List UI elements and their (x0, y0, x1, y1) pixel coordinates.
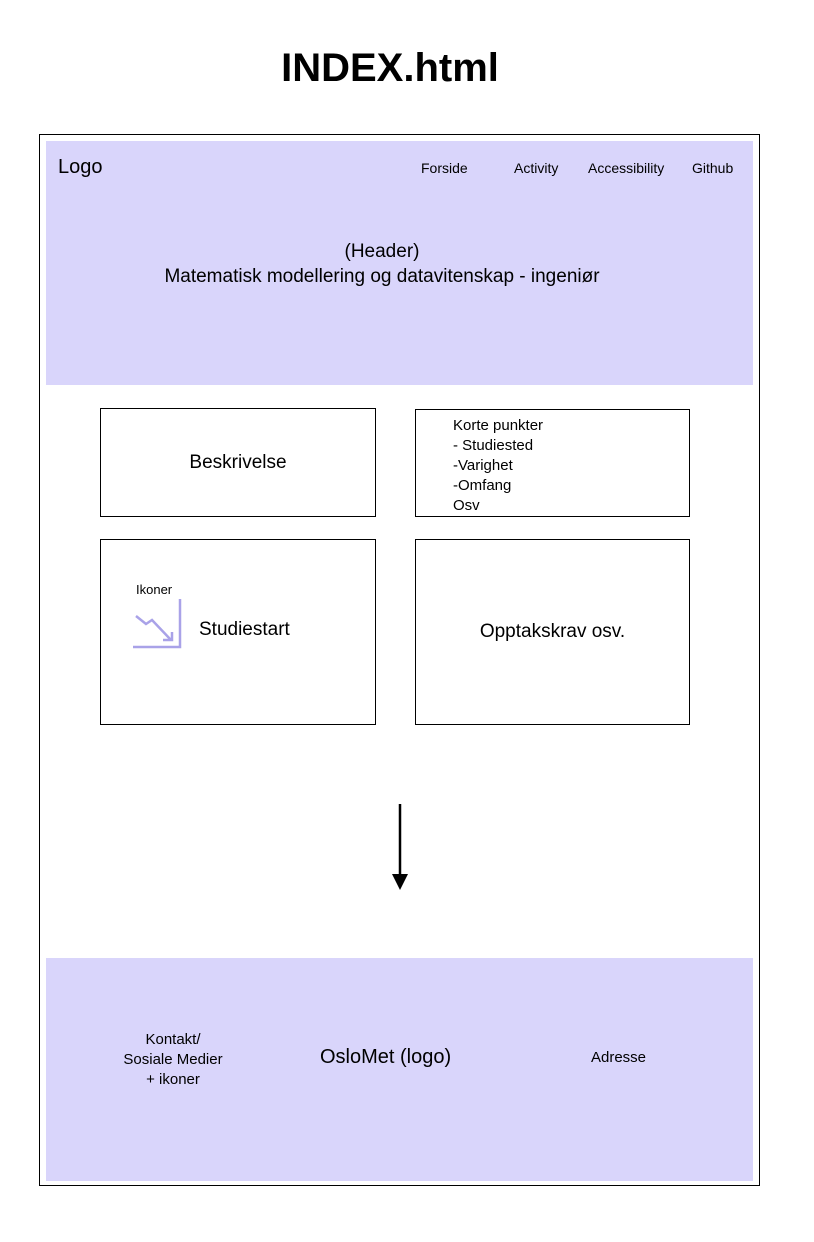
header-title: Matematisk modellering og datavitenskap - ingeniør (164, 266, 600, 287)
nav-accessibility[interactable]: Accessibility (588, 160, 665, 176)
footer-address: Adresse (591, 1049, 647, 1066)
page-title: INDEX.html (281, 46, 499, 90)
key-point-item: -Omfang (453, 477, 512, 494)
nav-forside[interactable]: Forside (421, 160, 468, 176)
nav-github[interactable]: Github (692, 160, 734, 176)
key-point-item: Osv (453, 497, 480, 514)
line-chart-icon (130, 596, 184, 655)
key-point-item: - Studiested (453, 437, 534, 454)
description-label: Beskrivelse (189, 451, 287, 473)
header-section (46, 141, 753, 385)
study-start-label: Studiestart (199, 619, 290, 640)
admission-label: Opptakskrav osv. (479, 621, 626, 642)
nav-activity[interactable]: Activity (514, 160, 559, 176)
header-logo[interactable]: Logo (58, 156, 103, 178)
key-points-list (453, 416, 543, 516)
icons-label: Ikoner (136, 582, 173, 597)
footer-contact-line: Sosiale Medier (123, 1051, 223, 1068)
footer-contact-line: Kontakt/ (145, 1031, 201, 1048)
key-point-item: -Varighet (453, 457, 513, 474)
footer-contact (108, 1030, 238, 1090)
header-tag: (Header) (344, 241, 420, 262)
admission-box (415, 539, 690, 725)
footer-logo[interactable]: OsloMet (logo) (320, 1046, 452, 1068)
down-arrow-icon (388, 802, 412, 897)
description-box (100, 408, 376, 517)
footer-contact-line: + ikoner (146, 1071, 200, 1088)
key-points-heading: Korte punkter (453, 417, 544, 434)
